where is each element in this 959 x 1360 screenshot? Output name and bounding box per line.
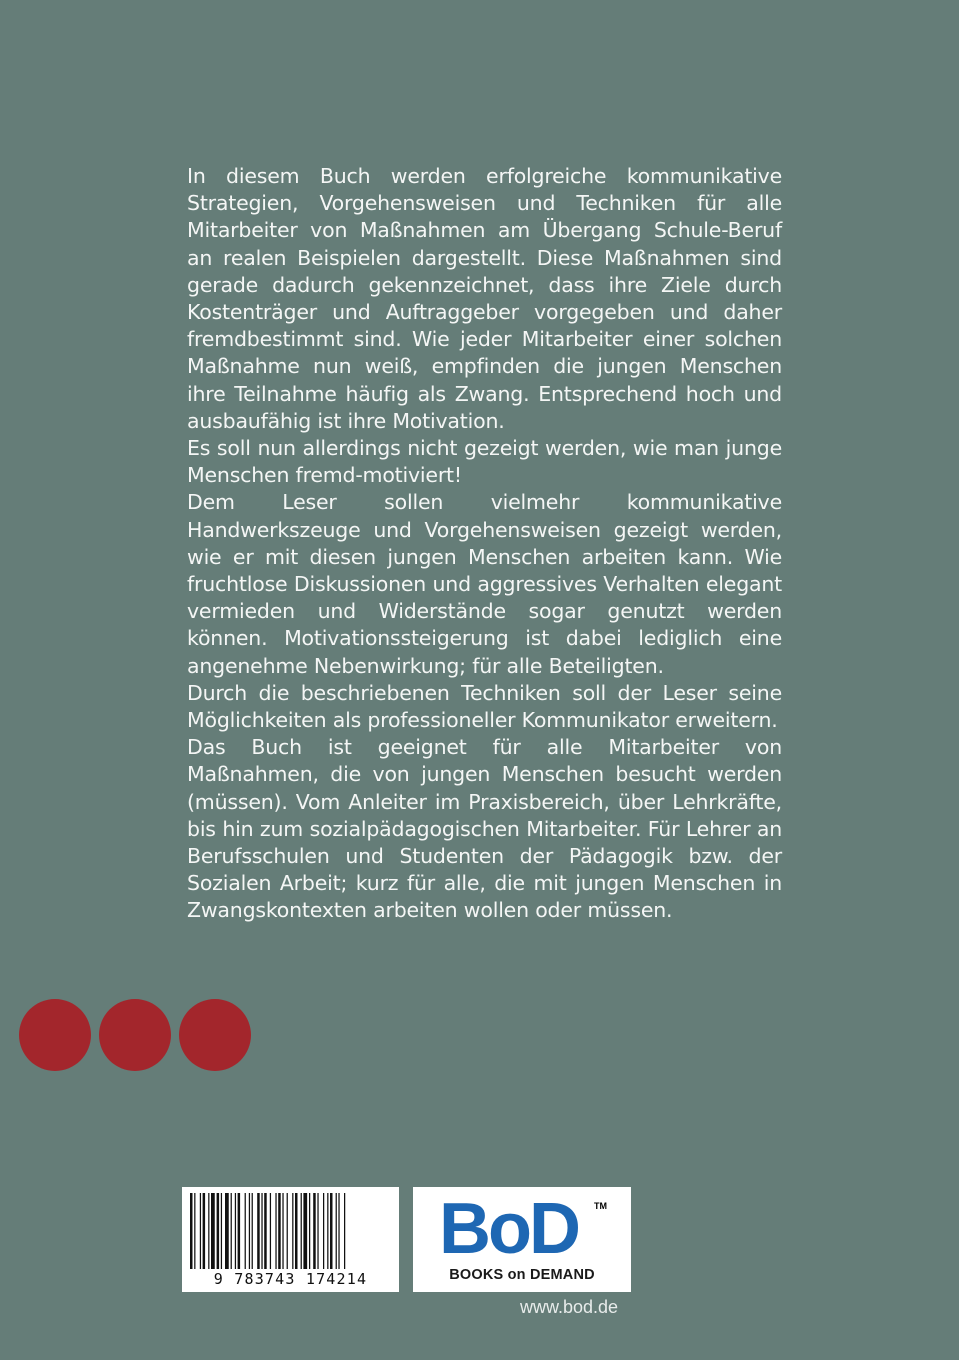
barcode-bar xyxy=(323,1193,324,1269)
barcode-bar xyxy=(338,1193,339,1269)
blurb-paragraph: In diesem Buch werden erfolgreiche kommunikative Strategien, Vorgehensweisen und Techniken für alle Mitarbeiter von Maßnahmen am Übergang Schule-Beruf an realen Beispielen dargestellt. Diese Maßnahmen sind gerade dadurch gekennzeichnet, dass ihre Ziele durch Kostenträger und Auftraggeber vorgegeben und daher fremdbestimmt sind. Wie jeder Mitarbeiter einer solchen Maßnahme nun weiß, empfinden die jungen Menschen ihre Teilnahme häufig als Zwang. Entsprechend hoch und ausbaufähig ist ihre Motivation. xyxy=(187,164,782,433)
isbn-number: 9 783743 174214 xyxy=(213,1270,368,1288)
barcode-bar xyxy=(278,1193,281,1269)
blurb-paragraph: Es soll nun allerdings nicht gezeigt werden, wie man junge Menschen fremd-motiviert! xyxy=(187,436,782,488)
barcode-bar xyxy=(257,1193,260,1269)
barcode-bar xyxy=(336,1193,337,1269)
barcode-bar xyxy=(190,1193,193,1269)
barcode-bar xyxy=(235,1193,236,1269)
publisher-url: www.bod.de xyxy=(520,1297,619,1317)
barcode-bar xyxy=(261,1193,262,1269)
publisher-tagline: BOOKS on DEMAND xyxy=(449,1267,595,1283)
red-dot xyxy=(179,999,251,1071)
barcode-bar xyxy=(344,1193,345,1269)
barcode-bar xyxy=(301,1193,302,1269)
barcode-bar xyxy=(313,1193,316,1269)
barcode-bar xyxy=(309,1193,310,1269)
blurb-paragraph: Das Buch ist geeignet für alle Mitarbeiter von Maßnahmen, die von jungen Menschen besucht werden (müssen). Vom Anleiter im Praxisbereich, über Lehrkräfte, bis hin zum sozialpädagogischen Mitarbeiter. Für Lehrer an Berufsschulen und Studenten der Pädagogik bzw. der Sozialen Arbeit; kurz für alle, die mit jungen Menschen in Zwangskontexten arbeiten wollen oder müssen. xyxy=(187,735,782,923)
trademark-mark: TM xyxy=(594,1201,607,1211)
barcode-bar xyxy=(194,1193,195,1269)
blurb-paragraph: Durch die beschriebenen Techniken soll der Leser seine Möglichkeiten als professioneller Kommunikator erweitern. xyxy=(187,680,782,733)
blurb-paragraph: Dem Leser sollen vielmehr kommunikative Handwerkszeuge und Vorgehensweisen gezeigt werden, wie er mit diesen jungen Menschen arbeiten kann. Wie fruchtlose Diskussionen und aggressives Verhalten elegant vermieden und Widerstände sogar genutzt werden können. Motivationssteigerung ist dabei lediglich eine angenehme Nebenwirkung; für alle Beteiligten. xyxy=(187,490,782,678)
barcode-bar xyxy=(275,1193,276,1269)
barcode-bar xyxy=(208,1193,209,1269)
barcode-bar xyxy=(203,1193,206,1269)
barcode-bar xyxy=(303,1193,307,1269)
barcode-bar xyxy=(264,1193,267,1269)
barcode-bar xyxy=(231,1193,232,1269)
barcode-bar xyxy=(292,1193,293,1269)
barcode-bar xyxy=(295,1193,298,1269)
decorative-dots xyxy=(19,999,251,1071)
barcode-bar xyxy=(317,1193,318,1269)
barcode-bar xyxy=(200,1193,201,1269)
publisher-logo xyxy=(413,1187,631,1292)
red-dot xyxy=(19,999,91,1071)
blurb-text xyxy=(187,163,782,925)
red-dot xyxy=(99,999,171,1071)
barcode-bar xyxy=(327,1193,328,1269)
barcode-bar xyxy=(270,1193,271,1269)
bod-logo-text: BoD xyxy=(439,1189,578,1269)
isbn-barcode xyxy=(182,1187,399,1292)
barcode-bar xyxy=(330,1193,333,1269)
barcode-bars xyxy=(190,1193,391,1271)
barcode-bar xyxy=(238,1193,241,1269)
barcode-bar xyxy=(282,1193,283,1269)
barcode-bar xyxy=(217,1193,220,1269)
barcode-bar xyxy=(211,1193,215,1269)
barcode-bar xyxy=(221,1193,222,1269)
barcode-bar xyxy=(249,1193,250,1269)
barcode-bar xyxy=(245,1193,246,1269)
barcode-bar xyxy=(287,1193,288,1269)
barcode-bar xyxy=(225,1193,229,1269)
barcode-bar xyxy=(252,1193,253,1269)
